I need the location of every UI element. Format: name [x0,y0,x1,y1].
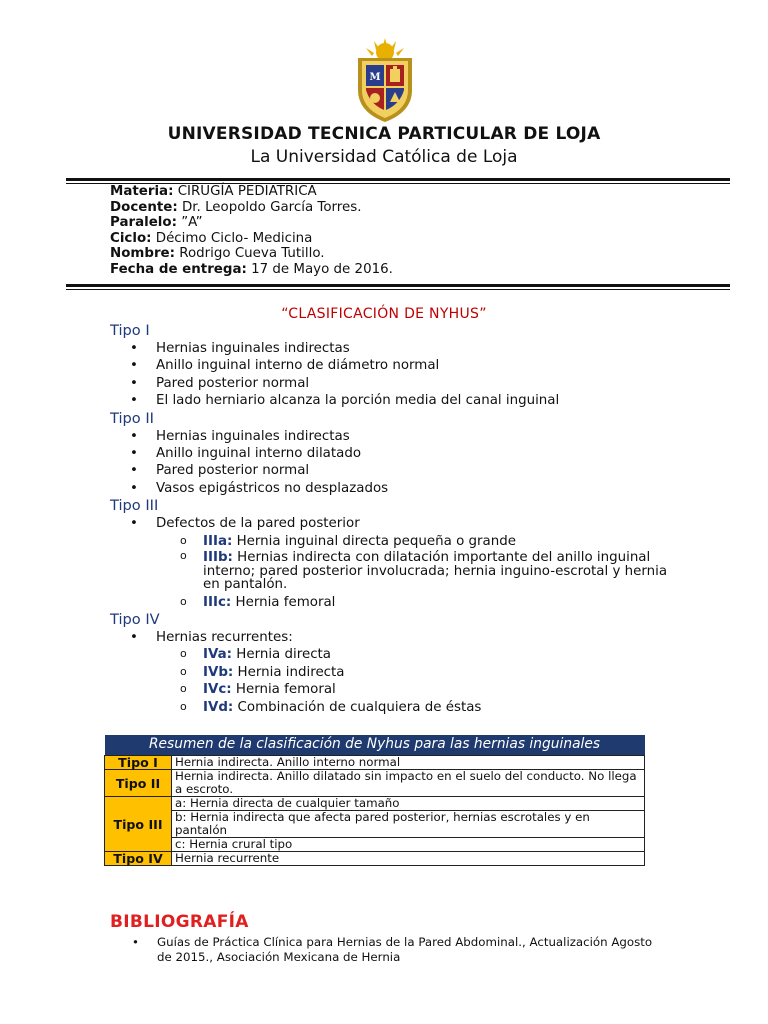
bibliography-list [110,935,670,964]
subtype-text: Hernia directa [232,647,332,663]
info-label: Fecha de entrega: [110,261,247,277]
info-label: Nombre: [110,246,175,262]
type-heading: Tipo I [110,322,150,339]
summary-table [104,735,645,866]
type-heading: Tipo III [110,497,159,515]
list-item: • Hernias recurrentes: [110,629,670,646]
info-row-nombre [110,246,393,262]
table-caption: Resumen de la clasificación de Nyhus para las hernias inguinales [105,735,645,756]
sub-list-item [110,664,670,681]
list-item: • Anillo inguinal interno de diámetro normal [110,357,670,374]
info-value: Rodrigo Cueva Tutillo. [175,246,325,262]
sub-list-item [110,550,670,594]
info-value: Dr. Leopoldo García Torres. [177,199,362,215]
subtype-code: IVb: [203,664,234,680]
subtype-code: IVa: [203,647,233,663]
subtype-code: IIIa: [203,533,233,549]
subtype-code: IVc: [203,682,232,698]
info-row-materia [110,184,393,200]
subtype-code: IIIc: [203,594,232,610]
table-type-cell: Tipo II [105,770,172,797]
table-type-cell: Tipo I [105,756,172,770]
info-row-fecha [110,262,393,278]
type-i-list [110,340,670,410]
table-desc-cell: Hernia indirecta. Anillo interno normal [172,756,645,770]
table-row [105,838,645,852]
info-value: CIRUGÍA PEDIATRICA [173,184,317,199]
bibliography-heading: BIBLIOGRAFÍA [110,912,249,932]
list-item: • Vasos epigástricos no desplazados [110,480,670,497]
type-ii-list [110,428,670,498]
info-divider [66,284,730,290]
subtype-text: Hernia indirecta [233,664,345,680]
list-item: • Defectos de la pared posterior [110,515,670,532]
type-heading: Tipo IV [110,610,160,628]
type-iv-list [110,629,670,646]
sub-list-item [110,646,670,663]
info-row-docente [110,200,393,216]
list-item: • Pared posterior normal [110,462,670,479]
table-desc-cell: a: Hernia directa de cualquier tamaño [172,797,645,811]
table-row [105,852,645,866]
info-value: Décimo Ciclo- Medicina [151,230,313,246]
list-item: • Hernias inguinales indirectas [110,428,670,445]
subtype-text: Hernia femoral [231,594,336,610]
table-desc-cell: b: Hernia indirecta que afecta pared posterior, hernias escrotales y en pantalón [172,811,645,838]
university-crest-icon [352,38,418,124]
list-item: • El lado herniario alcanza la porción media del canal inguinal [110,392,670,409]
info-row-ciclo [110,231,393,247]
type-iv-sublist [110,646,670,716]
table-type-cell: Tipo III [105,797,172,852]
info-label: Paralelo: [110,215,177,231]
svg-text:M: M [369,72,381,83]
assignment-info [110,184,393,278]
subtype-code: IVd: [203,699,234,715]
subtype-text: Hernia inguinal directa pequeña o grande [232,533,516,549]
info-value: 17 de Mayo de 2016. [246,261,393,277]
subtype-text: Combinación de cualquiera de éstas [233,699,482,715]
subtype-text: Hernias indirecta con dilatación importante del anillo inguinal interno; pared posterior involucrada; hernia inguino-escrotal y hernia en pantalón. [203,550,668,593]
table-desc-cell: c: Hernia crural tipo [172,838,645,852]
sub-list-item [110,699,670,716]
table-row [105,811,645,838]
bibliography-item: • Guías de Práctica Clínica para Hernias de la Pared Abdominal., Actualización Agosto de 2015., Asociación Mexicana de Hernia [110,935,670,964]
list-item: • Anillo inguinal interno dilatado [110,445,670,462]
type-iii-sublist [110,533,670,611]
info-row-paralelo [110,215,393,231]
sub-list-item [110,594,670,611]
subtype-code: IIIb: [203,550,233,566]
list-item: • Hernias inguinales indirectas [110,340,670,357]
table-desc-cell: Hernia recurrente [172,852,645,866]
type-heading: Tipo II [110,409,154,427]
list-item: • Pared posterior normal [110,375,670,392]
info-label: Materia: [110,184,174,199]
info-label: Docente: [110,199,178,215]
table-desc-cell: Hernia indirecta. Anillo dilatado sin impacto en el suelo del conducto. No llega a escroto. [172,770,645,797]
university-name: UNIVERSIDAD TECNICA PARTICULAR DE LOJA [167,124,601,144]
sub-list-item [110,533,670,550]
info-label: Ciclo: [110,230,152,246]
type-iii-list [110,515,670,532]
table-row [105,770,645,797]
summary-table-wrap [104,735,645,866]
table-row [105,797,645,811]
subtype-text: Hernia femoral [231,682,336,698]
table-row [105,756,645,770]
document-title: “CLASIFICACIÓN DE NYHUS” [281,306,487,322]
info-value: ”A” [176,215,203,231]
sub-list-item [110,681,670,698]
university-subtitle: La Universidad Católica de Loja [250,147,518,167]
table-header-row [105,735,645,756]
table-type-cell: Tipo IV [105,852,172,866]
classification-content [110,322,670,716]
